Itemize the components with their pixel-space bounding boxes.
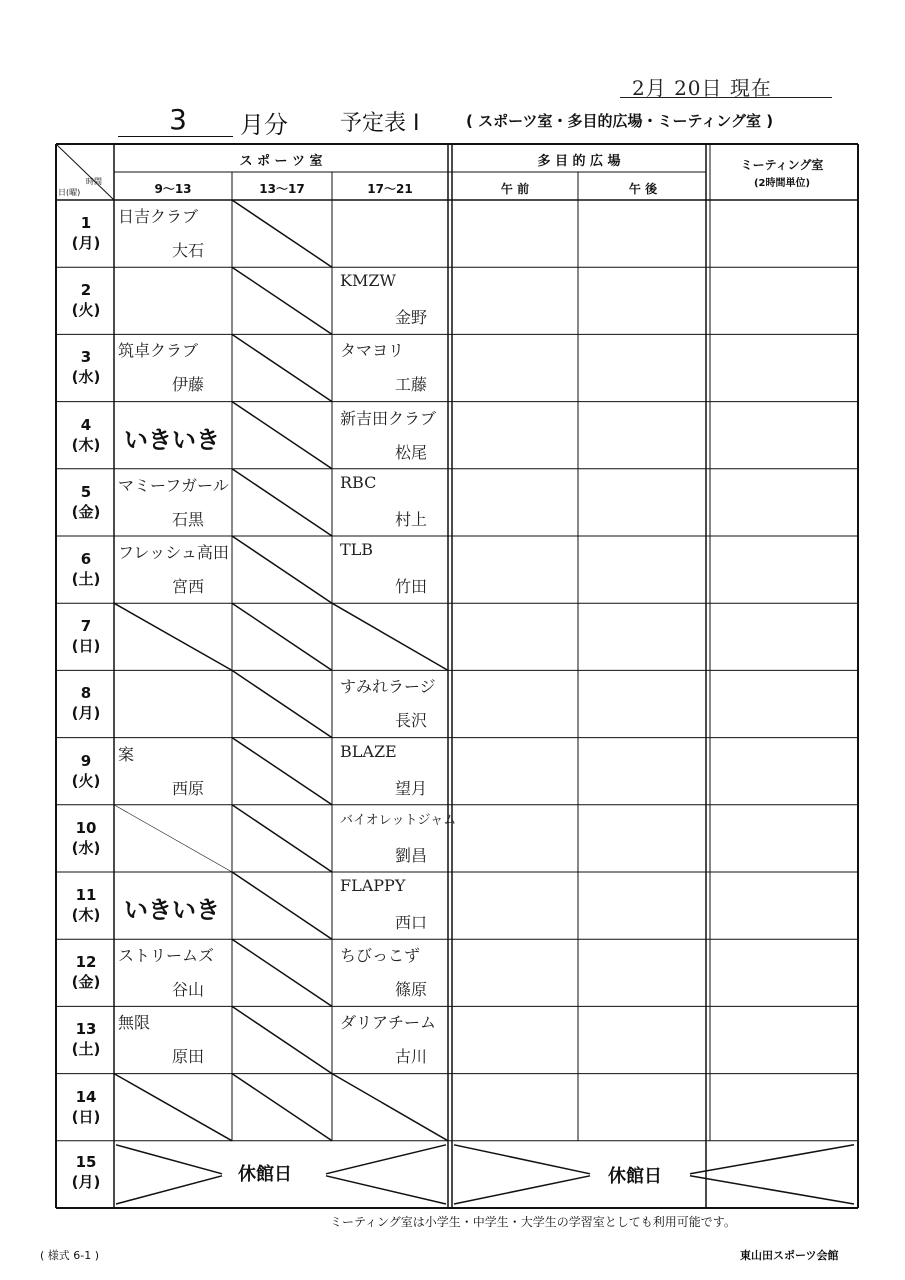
closed-diagonal [454,1176,590,1204]
booking-group: 新吉田クラブ [340,408,437,428]
booking-group: すみれラージ [340,677,436,697]
day-number: 1 (月) [71,214,101,252]
day-number: 9 (火) [71,751,101,790]
booking-group: ちびっこず [340,946,421,966]
closed-diagonal [326,1145,446,1174]
booking-group: 案 [118,744,135,764]
closed-label-plaza: 休館日 [606,1162,664,1188]
booking-person: 金野 [395,308,428,328]
closed-label-sports: 休館日 [236,1160,294,1186]
booking-group: ストリームズ [118,946,215,966]
booking-person: 西原 [172,778,205,798]
date-note: 2月 20日 現在 [632,76,772,100]
day-number: 12 (金) [71,953,101,992]
cell-crossout [232,200,332,267]
closed-diagonal [454,1145,590,1174]
header-slot-17-21: 17～21 [367,182,413,196]
booking-person: 松尾 [395,442,428,462]
cell-crossout [232,939,332,1006]
header-time-label: 時間 [86,177,102,186]
header-slot-morning: 午 前 [500,182,530,196]
cell-crossout [232,469,332,536]
header-sports-room: ス ポ ー ツ 室 [239,154,323,169]
booking-person: 宮西 [172,577,205,596]
booking-group: マミーフガール [118,475,229,495]
cell-crossout [232,1006,332,1073]
header-day-label: 日(曜) [58,188,81,197]
booking-person: 工藤 [395,375,428,395]
header-slot-9-13: 9～13 [154,182,192,196]
cell-crossout [232,334,332,401]
day-number: 4 (木) [71,415,101,454]
closed-diagonal [690,1176,854,1204]
month-number: 3 [169,103,187,136]
booking-person: 村上 [395,509,428,529]
page-subtitle: ( スポーツ室・多目的広場・ミーティング室 ) [466,112,774,130]
booking-person: 長沢 [395,711,428,731]
day-number: 14 (日) [71,1087,101,1126]
booking-group: 筑卓クラブ [118,341,199,361]
booking-person: 石黒 [172,509,205,529]
day-number: 13 (土) [71,1020,101,1059]
booking-group: タマヨリ [340,341,405,361]
month-suffix: 月分 [240,111,288,139]
booking-group: バイオレットジャム [340,812,457,828]
closed-diagonal [116,1176,222,1204]
day-number: 8 (月) [71,684,101,723]
cell-crossout [232,536,332,603]
cell-crossout [232,1074,332,1141]
cell-crossout [114,805,232,872]
day-number: 5 (金) [71,482,101,521]
closed-diagonal [116,1145,222,1174]
booking-person: 劉昌 [395,845,428,865]
booking-group: ダリアチーム [340,1013,437,1033]
closed-day-number: 15 (月) [71,1153,101,1191]
header-meeting-room: ミーティング室 [740,158,824,172]
booking-group: 無限 [118,1013,151,1033]
booking-person: 篠原 [395,980,428,1000]
booking-person: 古川 [395,1047,428,1067]
cell-crossout [114,603,232,670]
booking-person: 竹田 [395,577,428,596]
cell-ikiiki: いきいき [124,425,220,454]
header-meeting-note: (2時間単位) [753,178,811,189]
booking-group: KMZW [340,271,396,291]
booking-person: 西口 [395,913,428,932]
cell-crossout [232,805,332,872]
booking-group: FLAPPY [340,876,406,895]
header-slot-afternoon: 午 後 [628,182,658,196]
booking-group: RBC [340,472,377,492]
booking-person: 大石 [172,241,205,260]
form-number: ( 様式 6-1 ) [40,1249,100,1262]
cell-crossout [232,738,332,805]
day-number: 3 (水) [71,348,101,387]
cell-crossout [232,267,332,334]
cell-crossout [332,603,448,670]
booking-person: 望月 [395,778,428,798]
cell-crossout [232,872,332,939]
day-number: 7 (日) [71,617,101,656]
booking-person: 谷山 [172,980,205,1000]
day-number: 2 (火) [71,281,101,320]
cell-crossout [332,1074,448,1141]
booking-group: TLB [340,540,374,559]
cell-crossout [114,1074,232,1141]
cell-ikiiki: いきいき [124,896,220,924]
header-slot-13-17: 13～17 [259,182,305,196]
booking-person: 伊藤 [172,375,205,395]
organization-name: 東山田スポーツ会館 [740,1249,839,1262]
closed-diagonal [690,1145,854,1174]
cell-crossout [232,603,332,670]
page-title: 予定表 Ⅰ [340,111,420,136]
day-number: 10 (水) [71,818,101,857]
booking-group: BLAZE [340,741,397,761]
booking-group: 日吉クラブ [118,207,199,226]
booking-person: 原田 [172,1047,205,1067]
day-number: 6 (土) [71,550,101,588]
day-number: 11 (木) [71,886,101,924]
booking-group: フレッシュ高田 [118,543,229,562]
header-multi-plaza: 多 目 的 広 場 [537,154,621,169]
footnote: ミーティング室は小学生・中学生・大学生の学習室としても利用可能です。 [330,1215,736,1229]
closed-diagonal [326,1176,446,1204]
cell-crossout [232,402,332,469]
cell-crossout [232,670,332,737]
